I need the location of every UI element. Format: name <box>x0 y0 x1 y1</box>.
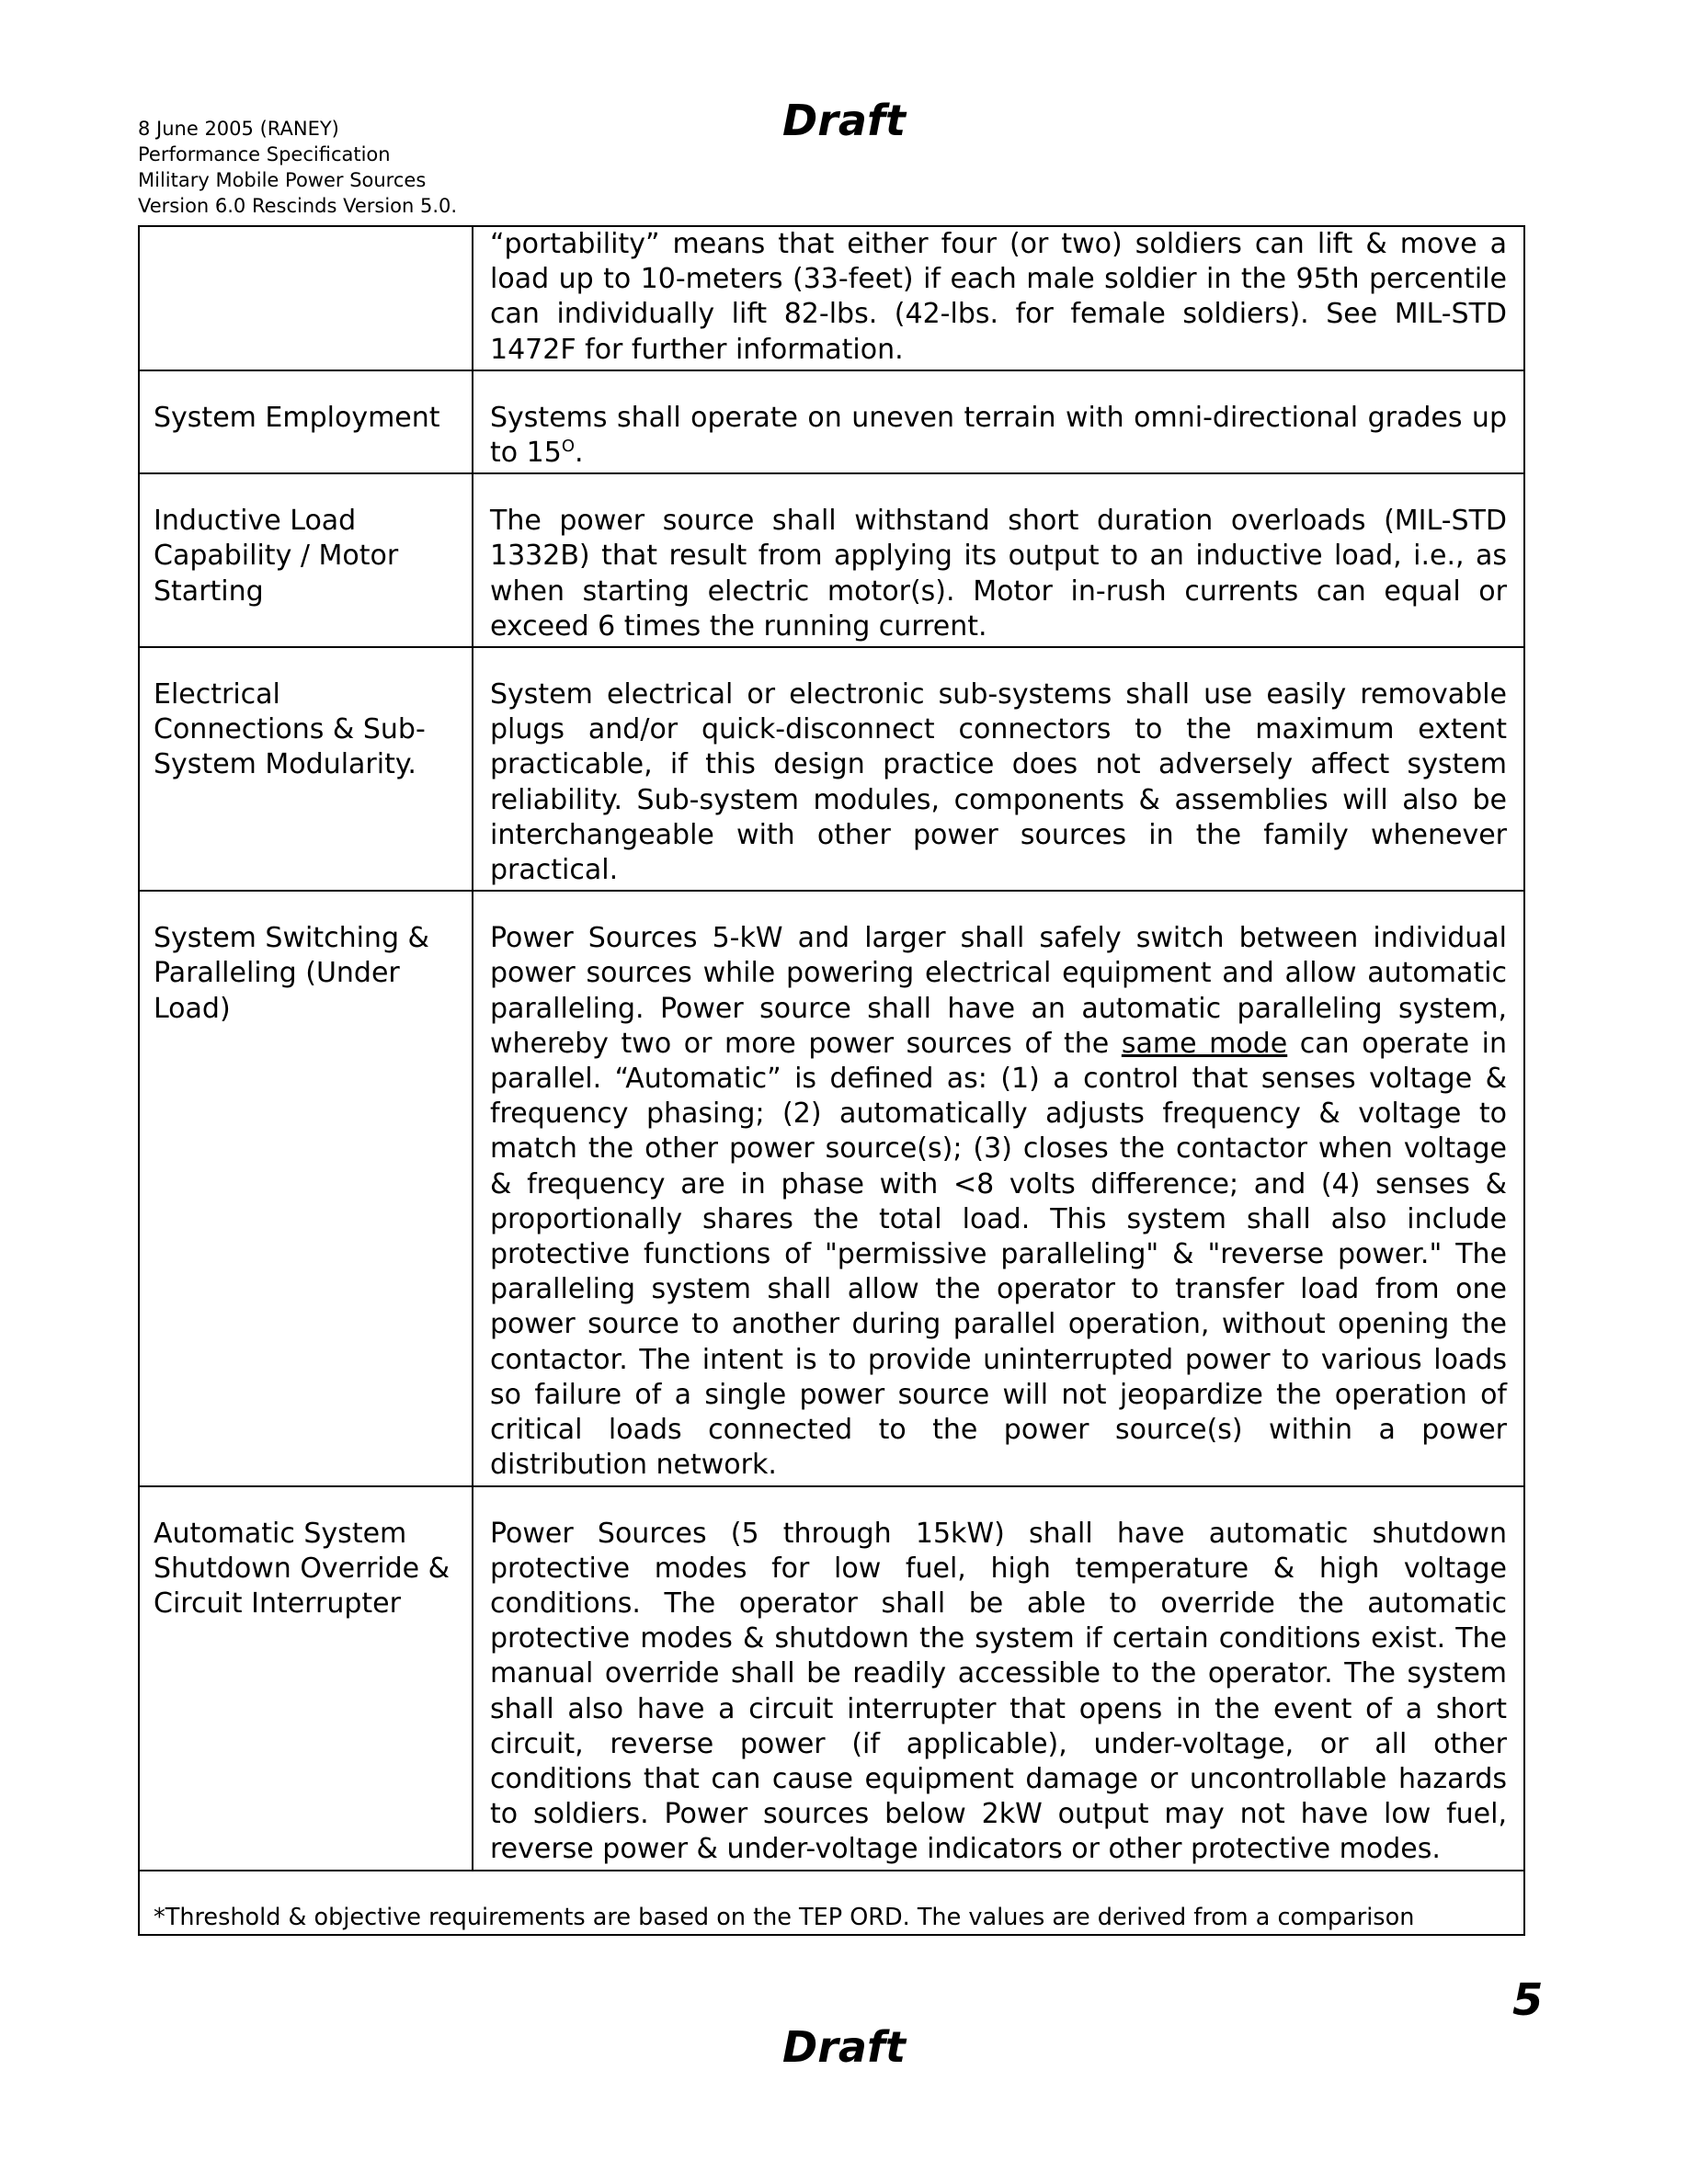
row-description-cell <box>473 1486 1524 1871</box>
draft-watermark-bottom: Draft <box>782 2022 906 2072</box>
row-label: System Switching & Paralleling (Under Load) <box>154 922 429 1025</box>
header-subject: Military Mobile Power Sources <box>138 169 427 191</box>
row-label: Electrical Connections & Sub-System Modularity. <box>154 678 426 781</box>
row-description: Power Sources (5 through 15kW) shall have automatic shutdown protective modes for low fuel, high temperature & high voltage conditions. The operator shall be able to override the automatic protective modes & shutdown the system if certain conditions exist. The manual override shall be readily accessible to the operator. The system shall also have a circuit interrupter that opens in the event of a short circuit, reverse power (if applicable), under-voltage, or all other conditions that can cause equipment damage or uncontrollable hazards to soldiers. Power sources below 2kW output may not have low fuel, reverse power & under-voltage indicators or other protective modes. <box>490 1517 1507 1866</box>
table-row <box>139 647 1524 891</box>
description-text: Power Sources 5-kW and larger shall safely switch between individual power sources while powering electrical equipment and allow automatic paralleling. Power source shall have an automatic paralleling system, whereby two or more power sources of the <box>490 922 1507 1060</box>
header-date: 8 June 2005 (RANEY) <box>138 118 339 140</box>
footnote-text: *Threshold & objective requirements are based on the TEP ORD. The values are derived from a comparison <box>154 1903 1415 1931</box>
table-row <box>139 473 1524 647</box>
description-text-end: can operate in parallel. “Automatic” is defined as: (1) a control that senses voltage & frequency phasing; (2) automatically adjusts frequency & voltage to match the other power source(s); (3) closes the contactor when voltage & frequency are in phase with <8 volts difference; and (4) senses & proportionally shares the total load. This system shall also include protective functions of "permissive paralleling" & "reverse power." The paralleling system shall allow the operator to transfer load from one power source to another during parallel operation, without opening the contactor. The intent is to provide uninterrupted power to various loads so failure of a single power source will not jeopardize the operation of critical loads connected to the power source(s) within a power distribution network. <box>490 1027 1508 1482</box>
row-description <box>473 371 1523 472</box>
row-description <box>473 892 1523 1484</box>
underlined-term: same mode <box>1121 1027 1288 1060</box>
row-description-cell <box>473 226 1524 370</box>
page-number: 5 <box>1512 1974 1544 2026</box>
row-description-cell <box>473 370 1524 473</box>
table-row <box>139 226 1524 370</box>
table-row <box>139 1486 1524 1871</box>
row-label-cell <box>139 1486 473 1871</box>
row-label: Automatic System Shutdown Override & Circuit Interrupter <box>154 1517 451 1620</box>
description-text: Systems shall operate on uneven terrain with omni-directional grades up to 15 <box>490 401 1507 470</box>
row-label-cell <box>139 647 473 891</box>
footnote-row <box>139 1871 1524 1935</box>
row-description: System electrical or electronic sub-systems shall use easily removable plugs and/or quick-disconnect connectors to the maximum extent practicable, if this design practice does not adversely affect system reliability. Sub-system modules, components & assemblies will also be interchangeable with other power sources in the family whenever practical. <box>490 678 1507 887</box>
row-description: The power source shall withstand short duration overloads (MIL-STD 1332B) that result from applying its output to an inductive load, i.e., as when starting electric motor(s). Motor in-rush currents can equal or exceed 6 times the running current. <box>490 505 1507 643</box>
header-doc-type: Performance Specification <box>138 143 391 165</box>
row-description-cell <box>473 891 1524 1485</box>
row-label <box>140 227 472 264</box>
draft-watermark-top: Draft <box>782 96 906 145</box>
table-row <box>139 891 1524 1485</box>
row-description-cell <box>473 473 1524 647</box>
row-label-cell <box>139 226 473 370</box>
header-version: Version 6.0 Rescinds Version 5.0. <box>138 195 458 217</box>
degree-superscript: O <box>561 437 575 457</box>
row-description-cell <box>473 647 1524 891</box>
requirements-table <box>138 225 1525 1936</box>
row-label-cell <box>139 370 473 473</box>
row-label: System Employment <box>154 401 440 434</box>
row-label: Inductive Load Capability / Motor Starting <box>154 505 399 608</box>
row-label-cell <box>139 891 473 1485</box>
table-row <box>139 370 1524 473</box>
footnote-cell <box>139 1871 1524 1935</box>
description-text-end: . <box>575 437 584 470</box>
row-label-cell <box>139 473 473 647</box>
row-description: “portability” means that either four (or two) soldiers can lift & move a load up to 10-meters (33-feet) if each male soldier in the 95th percentile can individually lift 82-lbs. (42-lbs. for female soldiers). See MIL-STD 1472F for further information. <box>490 228 1507 366</box>
